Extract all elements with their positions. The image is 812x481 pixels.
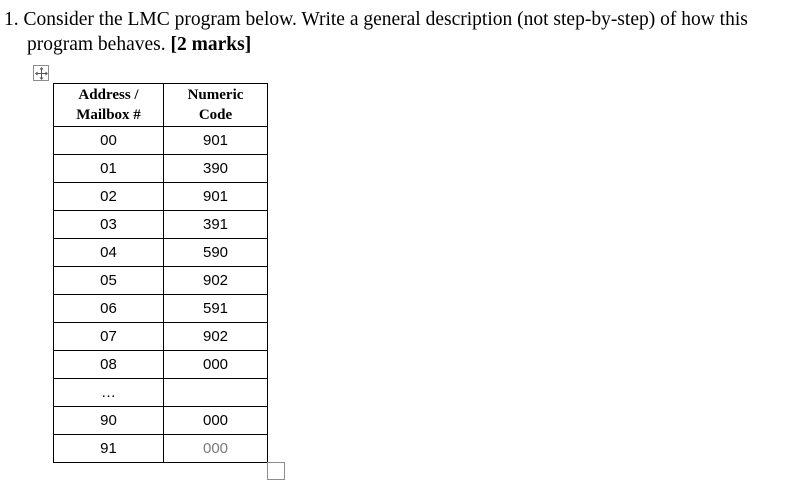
four-way-arrow-icon [34, 66, 50, 82]
address-cell: 00 [54, 127, 164, 155]
code-cell: 902 [164, 267, 268, 295]
code-cell: 591 [164, 295, 268, 323]
question-body-line-1: Consider the LMC program below. Write a general description (not step-by-step) of how this [23, 9, 748, 30]
question-number: 1. [4, 9, 19, 30]
code-cell: 901 [164, 183, 268, 211]
table-move-handle[interactable] [33, 65, 49, 81]
table-header-row [54, 84, 268, 127]
table-row [54, 267, 268, 295]
code-cell: 000 [164, 407, 268, 435]
table-row [54, 127, 268, 155]
code-cell: 901 [164, 127, 268, 155]
question-text [4, 7, 804, 57]
address-cell: 06 [54, 295, 164, 323]
address-column-header [54, 84, 164, 127]
table-row [54, 211, 268, 239]
table-row [54, 155, 268, 183]
address-cell: 04 [54, 239, 164, 267]
code-cell: 000 [164, 435, 268, 463]
code-cell: 590 [164, 239, 268, 267]
table-resize-handle[interactable] [267, 462, 285, 480]
code-cell [164, 379, 268, 407]
question-marks: [2 marks] [170, 34, 252, 55]
table-row [54, 323, 268, 351]
address-cell: 91 [54, 435, 164, 463]
address-cell: 08 [54, 351, 164, 379]
table-row [54, 351, 268, 379]
code-cell: 390 [164, 155, 268, 183]
question-line-1 [4, 7, 804, 32]
code-cell: 391 [164, 211, 268, 239]
lmc-program-table [53, 83, 268, 463]
table-row [54, 239, 268, 267]
code-cell: 902 [164, 323, 268, 351]
address-cell: 02 [54, 183, 164, 211]
table-row [54, 407, 268, 435]
address-header-line-2: Mailbox # [76, 107, 141, 123]
address-cell: 05 [54, 267, 164, 295]
code-column-header [164, 84, 268, 127]
table-row [54, 183, 268, 211]
table-row [54, 435, 268, 463]
table-row [54, 295, 268, 323]
address-cell: 01 [54, 155, 164, 183]
code-header-line-1: Numeric [187, 87, 244, 103]
address-cell: … [54, 379, 164, 407]
address-cell: 90 [54, 407, 164, 435]
question-body-line-2: program behaves. [27, 34, 166, 55]
address-cell: 07 [54, 323, 164, 351]
code-cell: 000 [164, 351, 268, 379]
address-cell: 03 [54, 211, 164, 239]
table-row-ellipsis [54, 379, 268, 407]
code-header-line-2: Code [198, 107, 233, 123]
address-header-line-1: Address / [78, 87, 139, 103]
question-line-2 [4, 32, 804, 57]
